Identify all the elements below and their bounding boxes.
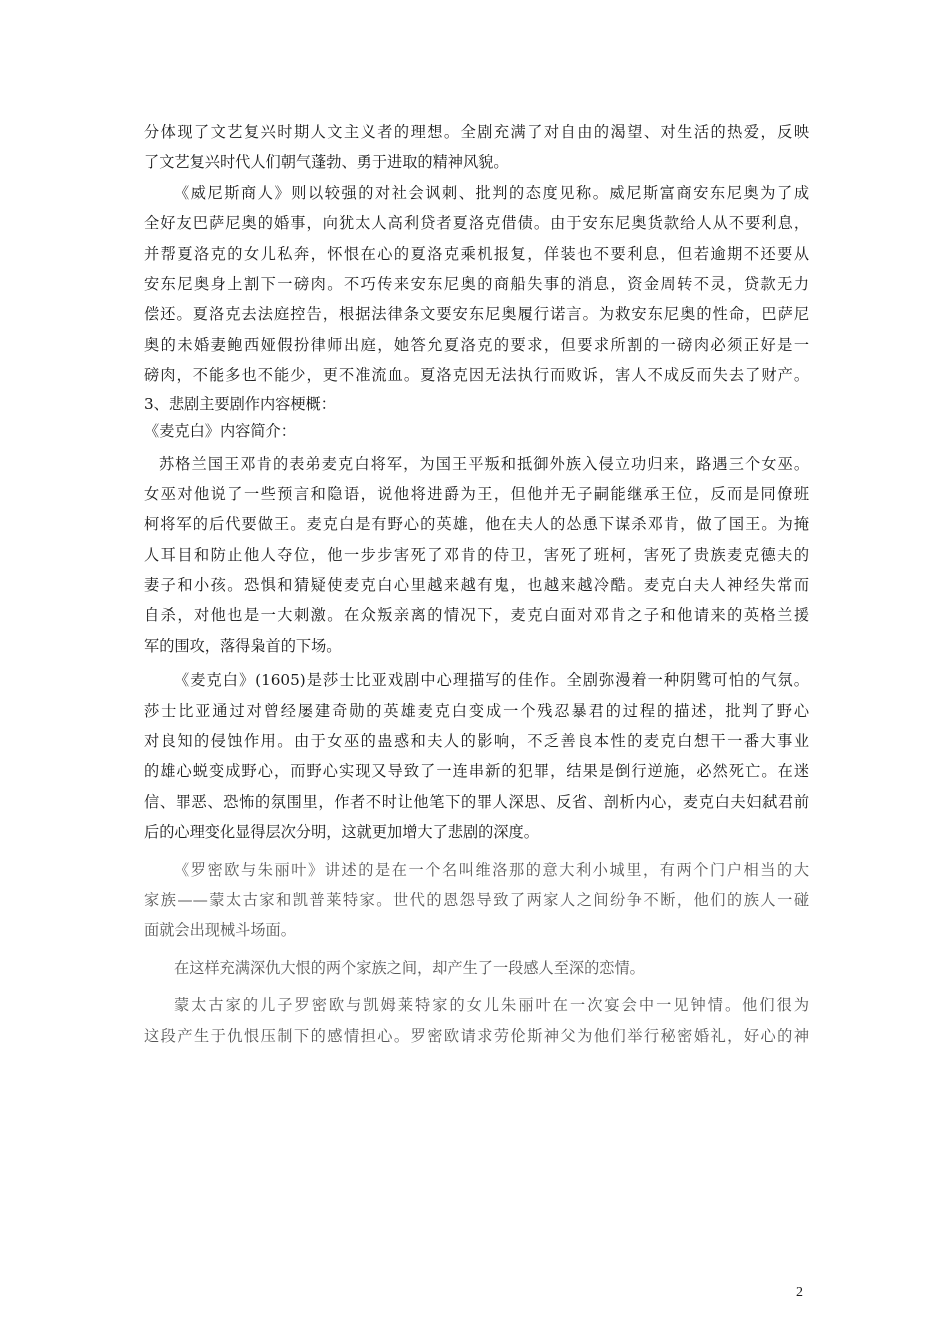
text-line: 偿还。夏洛克去法庭控告，根据法律条文要安东尼奥履行诺言。为救安东尼奥的性命，巴萨尼 (144, 305, 809, 324)
text-line: 家族——蒙太古家和凯普莱特家。世代的恩怨导致了两家人之间纷争不断，他们的族人一碰 (144, 890, 809, 909)
text-line: 信、罪恶、恐怖的氛围里，作者不时让他笔下的罪人深思、反省、剖析内心，麦克白夫妇弑君前 (144, 792, 809, 811)
text-line: 《麦克白》(1605)是莎士比亚戏剧中心理描写的佳作。全剧弥漫着一种阴骘可怕的气氛。 (174, 671, 809, 690)
paragraph-romeo-intro (144, 855, 809, 946)
text-line: 磅肉，不能多也不能少，更不准流血。夏洛克因无法执行而败诉，害人不成反而失去了财产。 (144, 366, 809, 385)
paragraph-romeo-love (144, 953, 809, 983)
page-number: 2 (796, 1285, 803, 1300)
text-line: 奥的未婚妻鲍西娅假扮律师出庭，她答允夏洛克的要求，但要求所割的一磅肉必须正好是一 (144, 335, 809, 354)
text-line: 《威尼斯商人》则以较强的对社会讽刺、批判的态度见称。威尼斯富商安东尼奥为了成 (174, 183, 809, 202)
text-line: 全好友巴萨尼奥的婚事，向犹太人高利贷者夏洛克借债。由于安东尼奥货款给人从不要利息， (144, 214, 809, 233)
section-heading: 3、悲剧主要剧作内容梗概： (144, 394, 336, 413)
text-line: 这段产生于仇恨压制下的感情担心。罗密欧请求劳伦斯神父为他们举行秘密婚礼，好心的神 (144, 1026, 809, 1045)
text-line: 分体现了文艺复兴时期人文主义者的理想。全剧充满了对自由的渴望、对生活的热爱，反映 (144, 123, 809, 141)
text-line: 后的心理变化显得层次分明，这就更加增大了悲剧的深度。 (144, 823, 539, 842)
text-line: 在这样充满深仇大恨的两个家族之间，却产生了一段感人至深的恋情。 (174, 958, 645, 977)
text-line: 安东尼奥身上割下一磅肉。不巧传来安东尼奥的商船失事的消息，资金周转不灵，贷款无力 (144, 274, 809, 293)
document-page (144, 117, 809, 1051)
text-line: 人耳目和防止他人夺位，他一步步害死了邓肯的侍卫，害死了班柯，害死了贵族麦克德夫的 (144, 545, 809, 564)
text-line: 了文艺复兴时代人们朝气蓬勃、勇于进取的精神风貌。 (144, 153, 509, 172)
text-line: 妻子和小孩。恐惧和猜疑使麦克白心里越来越有鬼，也越来越冷酷。麦克白夫人神经失常而 (144, 576, 809, 595)
paragraph-merchant-of-venice (144, 178, 809, 391)
text-line: 军的围攻，落得枭首的下场。 (144, 636, 342, 655)
text-line: 对良知的侵蚀作用。由于女巫的蛊惑和夫人的影响，不乏善良本性的麦克白想干一番大事业 (144, 732, 809, 751)
text-line: 的雄心蜕变成野心，而野心实现又导致了一连串新的犯罪，结果是倒行逆施，必然死亡。在迷 (144, 762, 809, 781)
text-line: 莎士比亚通过对曾经屡建奇勋的英雄麦克白变成一个残忍暴君的过程的描述，批判了野心 (144, 701, 809, 720)
text-line: 柯将军的后代要做王。麦克白是有野心的英雄，他在夫人的怂恿下谋杀邓肯，做了国王。为掩 (144, 515, 809, 534)
text-line: 并帮夏洛克的女儿私奔，怀恨在心的夏洛克乘机报复，佯装也不要利息，但若逾期不还要从 (144, 244, 809, 263)
text-line: 女巫对他说了一些预言和隐语，说他将进爵为王，但他并无子嗣能继承王位，反而是同僚班 (144, 484, 809, 503)
macbeth-heading: 《麦克白》内容简介： (144, 421, 296, 440)
paragraph-macbeth-summary (144, 449, 809, 662)
paragraph-macbeth-analysis (144, 665, 809, 847)
text-line: 苏格兰国王邓肯的表弟麦克白将军，为国王平叛和抵御外族入侵立功归来，路遇三个女巫。 (159, 454, 809, 473)
text-line: 面就会出现械斗场面。 (144, 921, 296, 940)
paragraph-romeo-meeting (144, 990, 809, 1051)
paragraph-renaissance-ideal (144, 117, 809, 178)
text-line: 《罗密欧与朱丽叶》讲述的是在一个名叫维洛那的意大利小城里，有两个门户相当的大 (174, 860, 809, 879)
text-line: 蒙太古家的儿子罗密欧与凯姆莱特家的女儿朱丽叶在一次宴会中一见钟情。他们很为 (174, 996, 809, 1015)
text-line: 自杀，对他也是一大刺激。在众叛亲离的情况下，麦克白面对邓肯之子和他请来的英格兰援 (144, 606, 809, 625)
